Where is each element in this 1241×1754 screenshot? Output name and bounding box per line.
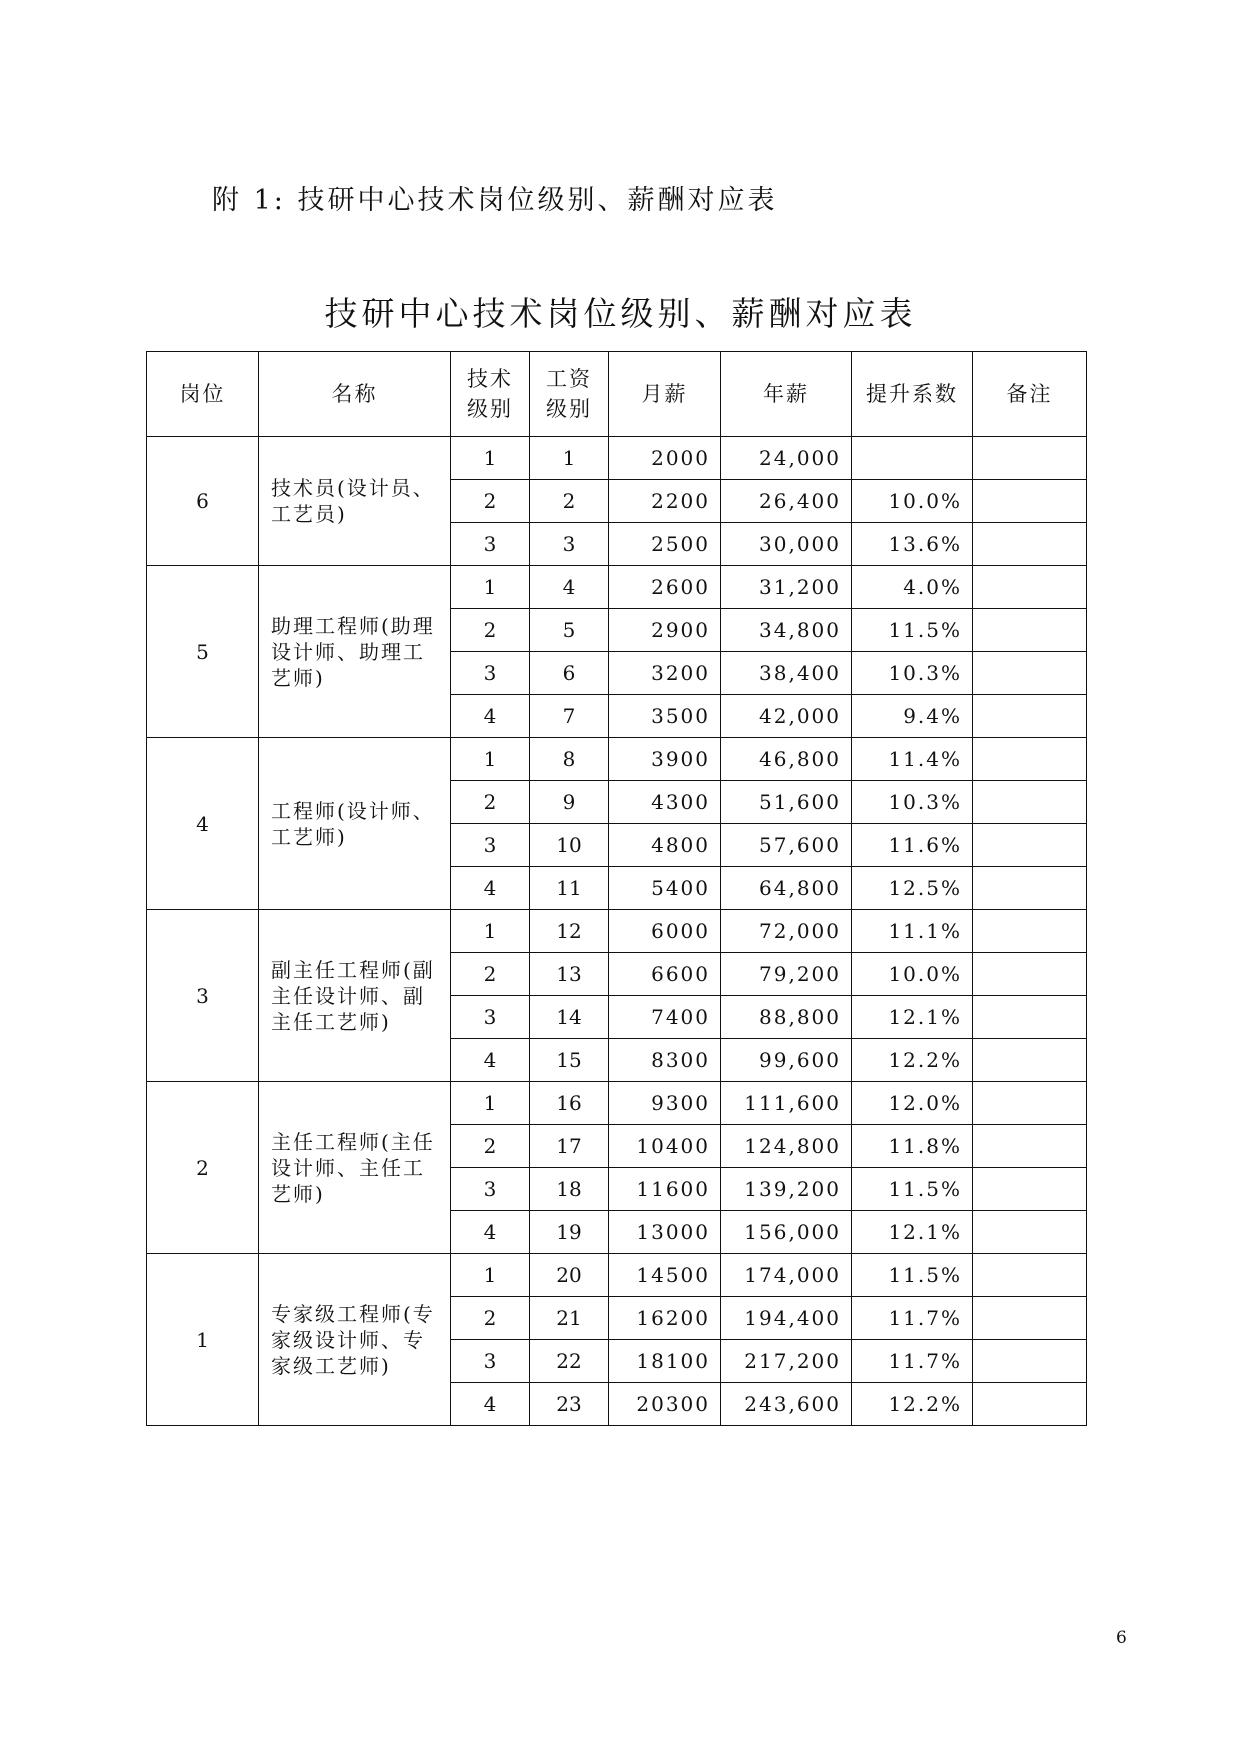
salary-level-cell: 19 [530, 1211, 609, 1254]
position-name-cell: 副主任工程师(副主任设计师、副主任工艺师) [259, 910, 451, 1082]
annual-salary-cell: 217,200 [721, 1340, 852, 1383]
header-raise-text: 提升系数 [866, 382, 958, 406]
remark-cell [973, 523, 1087, 566]
tech-level-cell: 2 [451, 480, 530, 523]
raise-coefficient-cell: 11.4% [852, 738, 973, 781]
post-cell: 1 [147, 1254, 259, 1426]
remark-cell [973, 781, 1087, 824]
header-row [147, 352, 1087, 437]
tech-level-cell: 3 [451, 523, 530, 566]
monthly-salary-cell: 2000 [609, 437, 721, 480]
table-row [147, 1082, 1087, 1125]
tech-level-cell: 2 [451, 1297, 530, 1340]
post-cell: 2 [147, 1082, 259, 1254]
tech-level-cell: 1 [451, 1254, 530, 1297]
raise-coefficient-cell: 11.7% [852, 1340, 973, 1383]
raise-coefficient-cell: 11.6% [852, 824, 973, 867]
annual-salary-cell: 38,400 [721, 652, 852, 695]
raise-coefficient-cell: 4.0% [852, 566, 973, 609]
annual-salary-cell: 42,000 [721, 695, 852, 738]
header-post: 岗位 [147, 352, 259, 437]
monthly-salary-cell: 4800 [609, 824, 721, 867]
header-raise [852, 352, 973, 437]
header-annual: 年薪 [721, 352, 852, 437]
salary-level-cell: 10 [530, 824, 609, 867]
annual-salary-cell: 46,800 [721, 738, 852, 781]
annual-salary-cell: 124,800 [721, 1125, 852, 1168]
remark-cell [973, 910, 1087, 953]
raise-coefficient-cell: 12.5% [852, 867, 973, 910]
monthly-salary-cell: 13000 [609, 1211, 721, 1254]
raise-coefficient-cell: 11.5% [852, 1254, 973, 1297]
tech-level-cell: 3 [451, 1340, 530, 1383]
position-name-cell: 技术员(设计员、工艺员) [259, 437, 451, 566]
annual-salary-cell: 99,600 [721, 1039, 852, 1082]
monthly-salary-cell: 6000 [609, 910, 721, 953]
raise-coefficient-cell: 10.0% [852, 953, 973, 996]
salary-level-cell: 18 [530, 1168, 609, 1211]
annual-salary-cell: 72,000 [721, 910, 852, 953]
tech-level-cell: 4 [451, 1383, 530, 1426]
monthly-salary-cell: 14500 [609, 1254, 721, 1297]
remark-cell [973, 1297, 1087, 1340]
header-monthly: 月薪 [609, 352, 721, 437]
annual-salary-cell: 194,400 [721, 1297, 852, 1340]
monthly-salary-cell: 3500 [609, 695, 721, 738]
post-cell: 5 [147, 566, 259, 738]
remark-cell [973, 480, 1087, 523]
table-row [147, 910, 1087, 953]
monthly-salary-cell: 5400 [609, 867, 721, 910]
remark-cell [973, 1125, 1087, 1168]
tech-level-cell: 4 [451, 1211, 530, 1254]
annual-salary-cell: 51,600 [721, 781, 852, 824]
remark-cell [973, 566, 1087, 609]
raise-coefficient-cell [852, 437, 973, 480]
annual-salary-cell: 34,800 [721, 609, 852, 652]
tech-level-cell: 3 [451, 1168, 530, 1211]
tech-level-cell: 1 [451, 910, 530, 953]
header-tech-level [451, 352, 530, 437]
table-row [147, 566, 1087, 609]
salary-level-cell: 7 [530, 695, 609, 738]
salary-level-cell: 17 [530, 1125, 609, 1168]
annual-salary-cell: 139,200 [721, 1168, 852, 1211]
monthly-salary-cell: 2900 [609, 609, 721, 652]
page-number: 6 [1116, 1628, 1127, 1648]
post-cell: 4 [147, 738, 259, 910]
tech-level-cell: 4 [451, 695, 530, 738]
tech-level-cell: 3 [451, 824, 530, 867]
remark-cell [973, 1082, 1087, 1125]
header-name: 名称 [259, 352, 451, 437]
tech-level-cell: 2 [451, 609, 530, 652]
raise-coefficient-cell: 10.3% [852, 652, 973, 695]
salary-level-cell: 5 [530, 609, 609, 652]
tech-level-cell: 3 [451, 996, 530, 1039]
table-title: 技研中心技术岗位级别、薪酬对应表 [324, 294, 917, 333]
salary-level-cell: 15 [530, 1039, 609, 1082]
salary-level-cell: 22 [530, 1340, 609, 1383]
annual-salary-cell: 64,800 [721, 867, 852, 910]
header-remark: 备注 [973, 352, 1087, 437]
monthly-salary-cell: 11600 [609, 1168, 721, 1211]
monthly-salary-cell: 8300 [609, 1039, 721, 1082]
raise-coefficient-cell: 11.7% [852, 1297, 973, 1340]
raise-coefficient-cell: 11.1% [852, 910, 973, 953]
raise-coefficient-cell: 11.8% [852, 1125, 973, 1168]
remark-cell [973, 824, 1087, 867]
salary-level-cell: 3 [530, 523, 609, 566]
annual-salary-cell: 79,200 [721, 953, 852, 996]
remark-cell [973, 437, 1087, 480]
monthly-salary-cell: 3200 [609, 652, 721, 695]
salary-level-cell: 16 [530, 1082, 609, 1125]
monthly-salary-cell: 2600 [609, 566, 721, 609]
tech-level-cell: 2 [451, 1125, 530, 1168]
tech-level-cell: 4 [451, 1039, 530, 1082]
table-row [147, 437, 1087, 480]
annual-salary-cell: 156,000 [721, 1211, 852, 1254]
monthly-salary-cell: 18100 [609, 1340, 721, 1383]
tech-level-cell: 4 [451, 867, 530, 910]
annual-salary-cell: 243,600 [721, 1383, 852, 1426]
annual-salary-cell: 26,400 [721, 480, 852, 523]
monthly-salary-cell: 2200 [609, 480, 721, 523]
post-cell: 6 [147, 437, 259, 566]
header-salary-level-text: 工资级别 [546, 367, 592, 421]
raise-coefficient-cell: 12.2% [852, 1039, 973, 1082]
raise-coefficient-cell: 12.2% [852, 1383, 973, 1426]
remark-cell [973, 652, 1087, 695]
monthly-salary-cell: 20300 [609, 1383, 721, 1426]
post-cell: 3 [147, 910, 259, 1082]
remark-cell [973, 738, 1087, 781]
position-name-cell: 主任工程师(主任设计师、主任工艺师) [259, 1082, 451, 1254]
raise-coefficient-cell: 12.1% [852, 1211, 973, 1254]
salary-level-cell: 23 [530, 1383, 609, 1426]
raise-coefficient-cell: 9.4% [852, 695, 973, 738]
monthly-salary-cell: 6600 [609, 953, 721, 996]
monthly-salary-cell: 2500 [609, 523, 721, 566]
salary-level-cell: 6 [530, 652, 609, 695]
remark-cell [973, 867, 1087, 910]
annual-salary-cell: 88,800 [721, 996, 852, 1039]
remark-cell [973, 1039, 1087, 1082]
remark-cell [973, 1383, 1087, 1426]
remark-cell [973, 953, 1087, 996]
salary-level-cell: 21 [530, 1297, 609, 1340]
table-row [147, 738, 1087, 781]
annual-salary-cell: 174,000 [721, 1254, 852, 1297]
salary-level-cell: 1 [530, 437, 609, 480]
raise-coefficient-cell: 12.0% [852, 1082, 973, 1125]
header-tech-level-text: 技术级别 [467, 367, 513, 421]
tech-level-cell: 2 [451, 953, 530, 996]
remark-cell [973, 609, 1087, 652]
annual-salary-cell: 111,600 [721, 1082, 852, 1125]
position-name-cell: 助理工程师(助理设计师、助理工艺师) [259, 566, 451, 738]
remark-cell [973, 1254, 1087, 1297]
salary-level-cell: 2 [530, 480, 609, 523]
salary-level-cell: 9 [530, 781, 609, 824]
remark-cell [973, 695, 1087, 738]
salary-level-cell: 11 [530, 867, 609, 910]
monthly-salary-cell: 16200 [609, 1297, 721, 1340]
tech-level-cell: 1 [451, 738, 530, 781]
monthly-salary-cell: 10400 [609, 1125, 721, 1168]
raise-coefficient-cell: 13.6% [852, 523, 973, 566]
annual-salary-cell: 24,000 [721, 437, 852, 480]
raise-coefficient-cell: 11.5% [852, 1168, 973, 1211]
header-salary-level [530, 352, 609, 437]
tech-level-cell: 3 [451, 652, 530, 695]
table-row [147, 1254, 1087, 1297]
salary-level-cell: 12 [530, 910, 609, 953]
monthly-salary-cell: 9300 [609, 1082, 721, 1125]
salary-level-cell: 4 [530, 566, 609, 609]
position-name-cell: 工程师(设计师、工艺师) [259, 738, 451, 910]
tech-level-cell: 1 [451, 1082, 530, 1125]
remark-cell [973, 1211, 1087, 1254]
salary-level-cell: 8 [530, 738, 609, 781]
monthly-salary-cell: 7400 [609, 996, 721, 1039]
salary-table [146, 351, 1087, 1426]
remark-cell [973, 996, 1087, 1039]
raise-coefficient-cell: 10.3% [852, 781, 973, 824]
remark-cell [973, 1340, 1087, 1383]
annual-salary-cell: 31,200 [721, 566, 852, 609]
position-name-cell: 专家级工程师(专家级设计师、专家级工艺师) [259, 1254, 451, 1426]
tech-level-cell: 2 [451, 781, 530, 824]
tech-level-cell: 1 [451, 437, 530, 480]
remark-cell [973, 1168, 1087, 1211]
tech-level-cell: 1 [451, 566, 530, 609]
salary-level-cell: 13 [530, 953, 609, 996]
annual-salary-cell: 57,600 [721, 824, 852, 867]
annual-salary-cell: 30,000 [721, 523, 852, 566]
monthly-salary-cell: 4300 [609, 781, 721, 824]
salary-level-cell: 20 [530, 1254, 609, 1297]
appendix-heading: 附 1: 技研中心技术岗位级别、薪酬对应表 [212, 185, 778, 216]
raise-coefficient-cell: 10.0% [852, 480, 973, 523]
salary-level-cell: 14 [530, 996, 609, 1039]
raise-coefficient-cell: 11.5% [852, 609, 973, 652]
raise-coefficient-cell: 12.1% [852, 996, 973, 1039]
monthly-salary-cell: 3900 [609, 738, 721, 781]
